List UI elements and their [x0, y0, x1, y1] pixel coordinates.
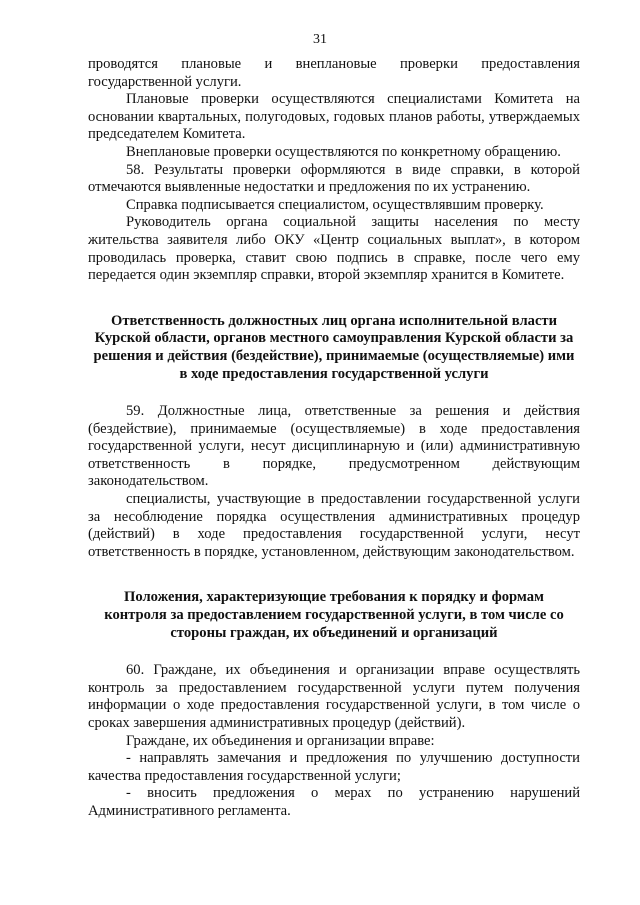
heading-control-requirements: Положения, характеризующие требования к порядку и формам контроля за предоставлением государственной услуги, в том числе со стороны граждан, их объединений и организаций [104, 589, 564, 641]
list-item-send-remarks: - направлять замечания и предложения по улучшению доступности качества предоставления государственной услуги; [88, 750, 580, 784]
paragraph-head-signature: Руководитель органа социальной защиты населения по месту жительства заявителя либо ОКУ «Центр социальных выплат», в котором проводилась проверка, ставит свою подпись в справке, после чего ему передается один экземпляр справки, второй экземпляр хранится в Комитете. [88, 214, 580, 284]
paragraph-certificate-signed: Справка подписывается специалистом, осуществлявшим проверку. [126, 196, 544, 213]
paragraph-60-citizens-control: 60. Граждане, их объединения и организации вправе осуществлять контроль за предоставлением государственной услуги путем получения информации о ходе предоставления государственной услуги, в том числе о сроках завершения административных процедур (действий). [88, 662, 580, 731]
list-item-submit-proposals: - вносить предложения о мерах по устранению нарушений Административного регламента. [88, 785, 580, 819]
paragraph-unplanned-inspections: Внеплановые проверки осуществляются по конкретному обращению. [126, 143, 561, 160]
page-number: 31 [313, 32, 327, 47]
document-body [88, 56, 580, 821]
paragraph-inspections-intro: проводятся плановые и внеплановые проверки предоставления государственной услуги. [88, 56, 580, 90]
paragraph-specialists-responsibility: специалисты, участвующие в предоставлении государственной услуги за несоблюдение порядка осуществления административных процедур (действий) в ходе предоставления государственной услуги, несут ответственность в порядке, установленном, действующим законодательством. [88, 491, 580, 560]
paragraph-58-results: 58. Результаты проверки оформляются в виде справки, в которой отмечаются выявленные недостатки и предложения по их устранению. [88, 161, 580, 196]
heading-official-responsibility: Ответственность должностных лиц органа исполнительной власти Курской области, органов местного самоуправления Курской области за решения и действия (бездействие), принимаемые (осуществляемые) ими в ходе предоставления государственной услуги [93, 312, 575, 382]
paragraph-planned-inspections: Плановые проверки осуществляются специалистами Комитета на основании квартальных, полугодовых, годовых планов работы, утверждаемых председателем Комитета. [88, 91, 580, 143]
paragraph-59-officials: 59. Должностные лица, ответственные за решения и действия (бездействие), принимаемые (осуществляемые) в ходе предоставления государственной услуги, несут дисциплинарную и (или) административную ответственность в порядке, предусмотренном действующим законодательством. [88, 403, 580, 490]
paragraph-citizens-rights: Граждане, их объединения и организации вправе: [126, 732, 435, 749]
